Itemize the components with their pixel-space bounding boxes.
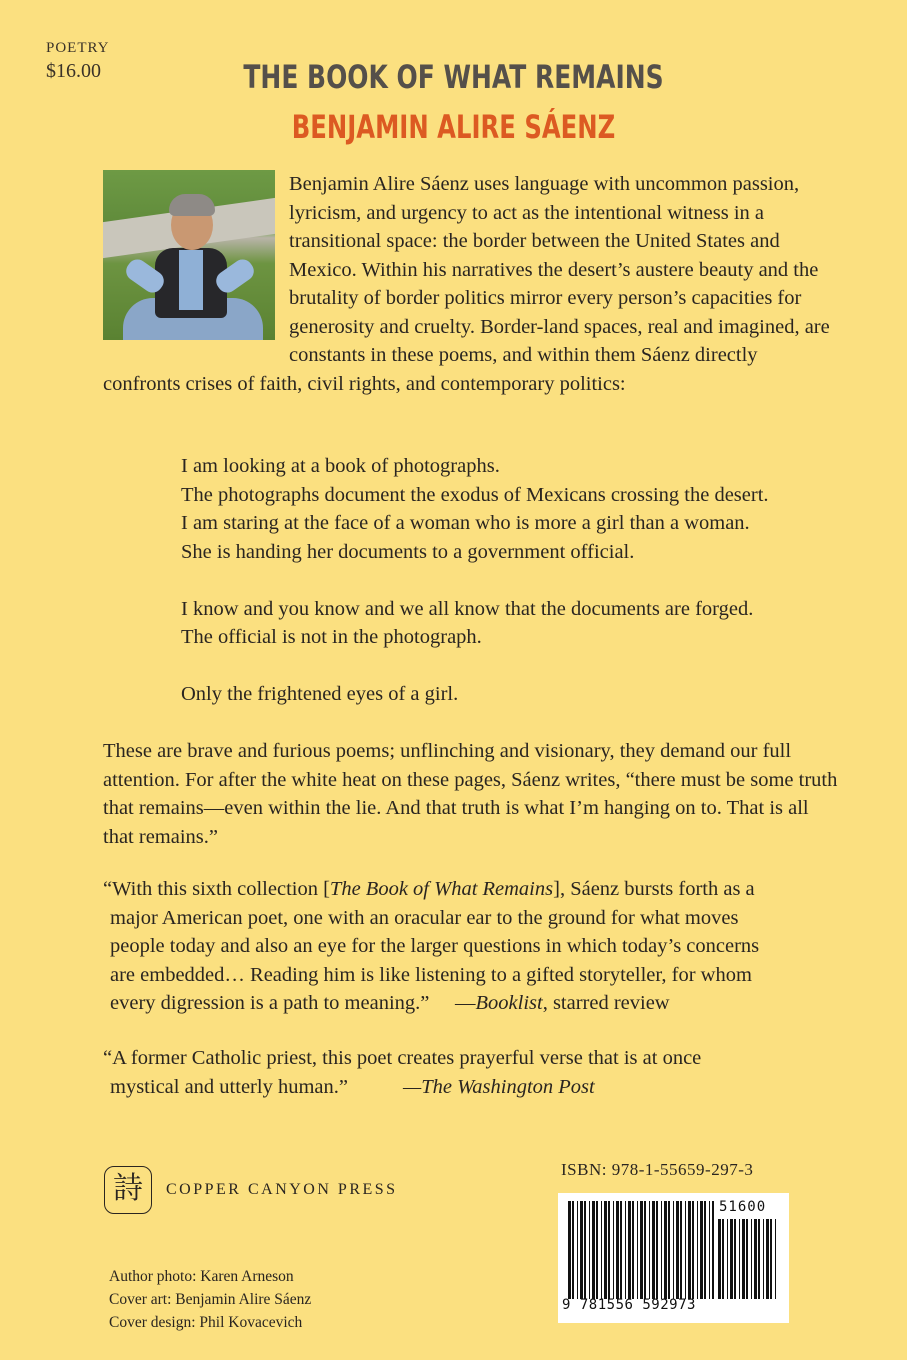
quote-attribution: —The Washington Post [402,1075,595,1098]
book-title: THE BOOK OF WHAT REMAINS [243,58,664,96]
barcode-digits: 9 781556 592973 [562,1297,696,1313]
poem-line: I am staring at the face of a woman who is more a girl than a woman. [181,512,750,534]
intro-paragraph [103,170,833,398]
publisher-logo-icon: 詩 [104,1166,152,1214]
category-label: POETRY [46,40,110,56]
poem-line: She is handing her documents to a government official. [181,540,635,563]
author-name: BENJAMIN ALIRE SÁENZ [291,108,616,146]
description-paragraph: These are brave and furious poems; unflinching and visionary, they demand our full attention. For after the white heat on these pages, Sáenz writes, “there must be some truth that remains—even within the lie. And that truth is what I’m hanging on to. That is all that remains.” [103,740,838,848]
poem-line: I am looking at a book of photographs. [181,455,500,477]
washington-post-quote: “A former Catholic priest, this poet creates prayerful verse that is at once mystical and utterly human.” —The Washington Post [103,1047,702,1098]
cover-credits [109,1265,311,1334]
isbn-label: ISBN: 978-1-55659-297-3 [561,1160,754,1179]
credit-line: Cover art: Benjamin Alire Sáenz [109,1291,312,1308]
ean-barcode-icon [568,1201,714,1299]
intro-text: Benjamin Alire Sáenz uses language with uncommon passion, lyricism, and urgency to act as the intentional witness in a transitional space: the border between the United States and Mexico. Within his narratives the desert’s austere beauty and the brutality of border politics mirror every person’s capacities for generosity and cruelty. Border-land spaces, real and imagined, are constants in these poems, and within them Sáenz directly confronts crises of faith, civil rights, and contemporary politics: [103,173,830,395]
poem-line: The photographs document the exodus of Mexicans crossing the desert. [181,483,769,506]
price-addon-barcode-icon [718,1219,778,1299]
price-label: $16.00 [46,60,101,82]
poem-line: The official is not in the photograph. [181,626,482,648]
booklist-review-quote: “With this sixth collection [The Book of What Remains], Sáenz bursts forth as a major American poet, one with an oracular ear to the ground for what moves people today and also an eye for the larger questions in which today’s concerns are embedded… Reading him is like listening to a gifted storyteller, for whom every digression is a path to meaning.” —Booklist, starred review [103,878,760,1014]
poem-line: Only the frightened eyes of a girl. [181,683,459,705]
poem-line: I know and you know and we all know that the documents are forged. [181,597,754,620]
credit-line: Author photo: Karen Arneson [109,1268,294,1285]
poem-excerpt [181,452,861,709]
barcode-addon-digits: 51600 [719,1199,767,1215]
barcode [558,1193,789,1323]
publisher-name: COPPER CANYON PRESS [166,1181,398,1198]
credit-line: Cover design: Phil Kovacevich [109,1314,303,1331]
